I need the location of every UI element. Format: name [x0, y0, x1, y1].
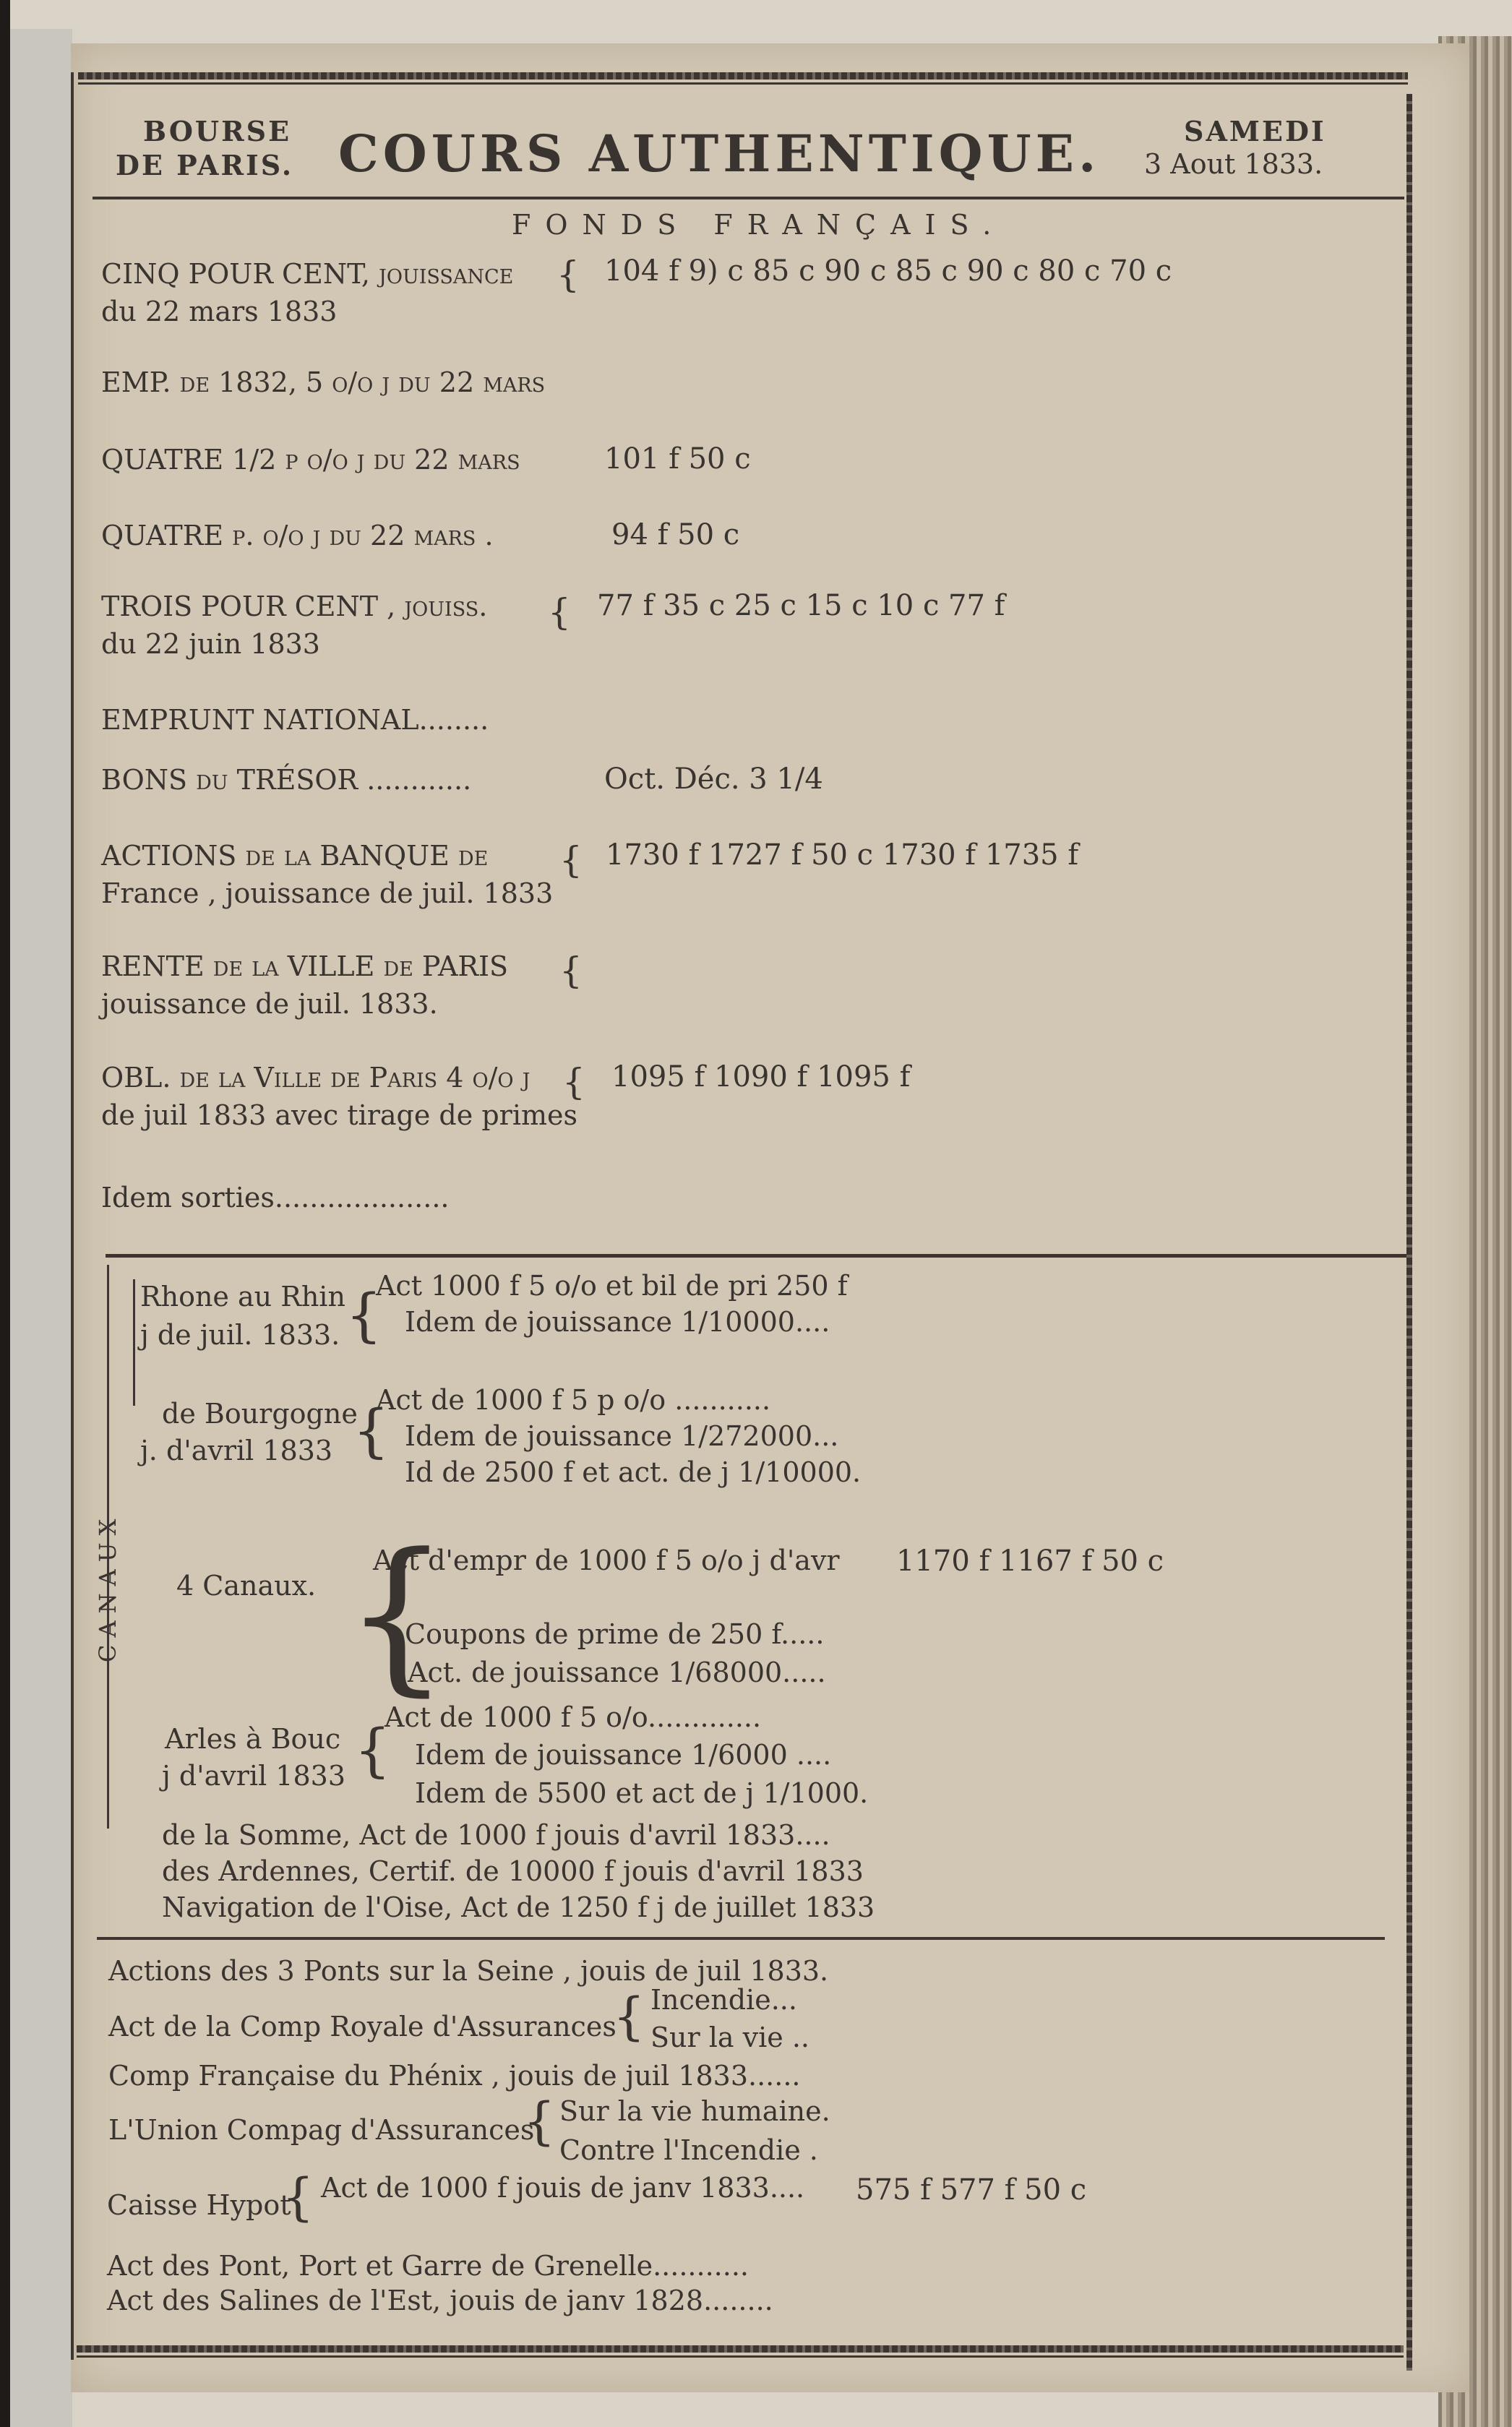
left-border-rule: [71, 72, 74, 2360]
book-cover-edge: [10, 29, 72, 2427]
canal-date: j d'avril 1833: [162, 1760, 346, 1792]
section-title: FONDS FRANÇAIS.: [512, 209, 1006, 241]
header-left-line2: DE PARIS.: [116, 149, 294, 181]
actions-row: Act des Pont, Port et Garre de Grenelle...........: [107, 2250, 749, 2282]
canal-other: des Ardennes, Certif. de 10000 f jouis d'avril 1833: [162, 1855, 864, 1887]
row-brace: {: [354, 1717, 391, 1784]
document-page: [71, 43, 1469, 2392]
fonds-row-quote: 1730 f 1727 f 50 c 1730 f 1735 f: [606, 838, 1079, 872]
fonds-row-sublabel: du 22 mars 1833: [101, 296, 338, 327]
actions-row: Caisse Hypot: [107, 2189, 291, 2221]
canal-other: Navigation de l'Oise, Act de 1250 f j de juillet 1833: [162, 1891, 875, 1923]
fonds-row-label: QUATRE 1/2 p o/o j du 22 mars: [101, 444, 520, 476]
canaux-inner-rule: [133, 1279, 135, 1406]
section-rule: [97, 1937, 1385, 1940]
bottom-border-rule: [77, 2345, 1404, 2353]
canal-name: de Bourgogne: [162, 1398, 358, 1430]
row-brace: {: [559, 950, 583, 992]
fonds-row-label: EMPRUNT NATIONAL........: [101, 704, 489, 736]
fonds-row-label: Idem sorties....................: [101, 1182, 450, 1214]
canal-name: Arles à Bouc: [165, 1723, 341, 1755]
row-brace: {: [353, 1397, 390, 1464]
canal-quote: 1170 f 1167 f 50 c: [896, 1545, 1164, 1578]
actions-row: Act des Salines de l'Est, jouis de janv 1828........: [107, 2285, 773, 2316]
canaux-side-label: CANAUX: [94, 1511, 121, 1662]
row-brace: {: [557, 254, 580, 296]
fonds-row-quote: 94 f 50 c: [611, 518, 740, 551]
canal-name: 4 Canaux.: [176, 1570, 317, 1602]
right-border-rule: [1406, 94, 1412, 2371]
bottom-border-thin: [77, 2355, 1404, 2358]
fonds-row-sublabel: de juil 1833 avec tirage de primes: [101, 1099, 577, 1131]
header-rule: [93, 197, 1404, 199]
section-rule: [106, 1254, 1406, 1258]
actions-sub: Sur la vie ..: [650, 2022, 809, 2053]
canal-name: Rhone au Rhin: [140, 1281, 345, 1313]
canal-item: Idem de jouissance 1/272000...: [405, 1420, 839, 1452]
actions-sub: Contre l'Incendie .: [559, 2134, 818, 2166]
fonds-row-label: RENTE de la VILLE de PARIS: [101, 950, 509, 982]
canal-item: Coupons de prime de 250 f.....: [405, 1618, 825, 1650]
actions-sub: Sur la vie humaine.: [559, 2095, 830, 2127]
large-brace: {: [344, 1519, 450, 1711]
canal-item: Idem de 5500 et act de j 1/1000.: [415, 1777, 869, 1809]
fonds-row-label: QUATRE p. o/o j du 22 mars .: [101, 520, 494, 551]
canal-item: Act d'empr de 1000 f 5 o/o j d'avr: [373, 1545, 840, 1576]
scan-dark-edge: [0, 0, 10, 2427]
actions-sub: Act de 1000 f jouis de janv 1833....: [321, 2172, 805, 2204]
fonds-row-label: CINQ POUR CENT, jouissance: [101, 258, 514, 290]
fonds-row-sublabel: jouissance de juil. 1833.: [101, 988, 438, 1020]
row-brace: {: [613, 1987, 645, 2046]
top-border-rule: [78, 72, 1408, 80]
canal-item: Act de 1000 f 5 o/o.............: [385, 1701, 762, 1733]
fonds-row-sublabel: France , jouissance de juil. 1833: [101, 877, 554, 909]
actions-row: Act de la Comp Royale d'Assurances: [108, 2011, 617, 2042]
canal-date: j de juil. 1833.: [140, 1319, 340, 1351]
canal-item: Idem de jouissance 1/6000 ....: [415, 1739, 832, 1771]
canal-item: Id de 2500 f et act. de j 1/10000.: [405, 1456, 862, 1488]
top-border-thin: [78, 82, 1408, 85]
fonds-row-sublabel: du 22 juin 1833: [101, 628, 320, 660]
header-date: 3 Aout 1833.: [1144, 148, 1323, 180]
canal-item: Act de 1000 f 5 p o/o ...........: [376, 1384, 771, 1416]
fonds-row-quote: 1095 f 1090 f 1095 f: [611, 1060, 911, 1094]
fonds-row-label: BONS du TRÉSOR ............: [101, 764, 472, 796]
actions-row: Comp Française du Phénix , jouis de juil 1833......: [108, 2060, 801, 2092]
canal-other: de la Somme, Act de 1000 f jouis d'avril 1833....: [162, 1819, 830, 1851]
fonds-row-label: TROIS POUR CENT , jouiss.: [101, 590, 488, 622]
row-brace: {: [562, 1061, 585, 1103]
row-brace: {: [523, 2092, 556, 2151]
fonds-row-quote: 101 f 50 c: [604, 442, 751, 476]
row-brace: {: [559, 839, 583, 881]
actions-row: Actions des 3 Ponts sur la Seine , jouis de juil 1833.: [108, 1955, 829, 1987]
fonds-row-quote: Oct. Déc. 3 1/4: [604, 763, 823, 796]
canal-item: Act. de jouissance 1/68000.....: [408, 1657, 826, 1688]
fonds-row-label: EMP. de 1832, 5 o/o j du 22 mars: [101, 366, 546, 398]
fonds-row-label: OBL. de la Ville de Paris 4 o/o j: [101, 1062, 531, 1094]
canal-item: Idem de jouissance 1/10000....: [405, 1306, 830, 1338]
page-title: COURS AUTHENTIQUE.: [338, 124, 1101, 184]
row-brace: {: [345, 1281, 382, 1349]
fonds-row-quote: 77 f 35 c 25 c 15 c 10 c 77 f: [597, 589, 1005, 622]
canal-item: Act 1000 f 5 o/o et bil de pri 250 f: [376, 1270, 848, 1302]
row-brace: {: [282, 2168, 314, 2227]
header-day: SAMEDI: [1184, 115, 1326, 147]
fonds-row-quote: 104 f 9) c 85 c 90 c 85 c 90 c 80 c 70 c: [604, 254, 1172, 288]
fonds-row-label: ACTIONS de la BANQUE de: [101, 840, 489, 872]
actions-sub: Incendie...: [650, 1984, 797, 2016]
header-left-line1: BOURSE: [143, 115, 292, 147]
actions-row: L'Union Compag d'Assurances: [108, 2114, 535, 2146]
canal-date: j. d'avril 1833: [140, 1435, 333, 1466]
row-brace: {: [548, 591, 571, 633]
actions-quote: 575 f 577 f 50 c: [856, 2173, 1087, 2207]
